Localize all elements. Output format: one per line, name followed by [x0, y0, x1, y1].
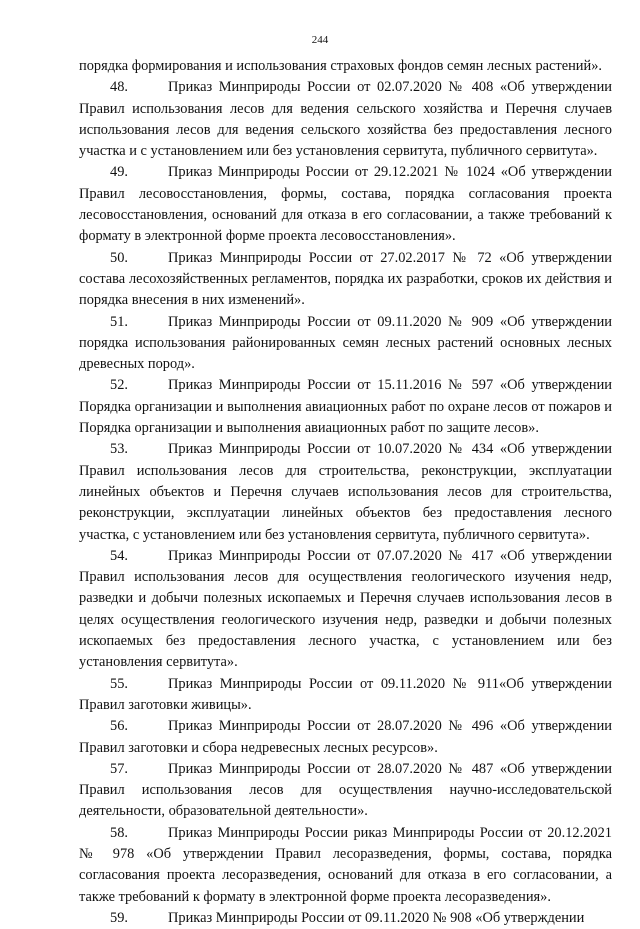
- list-item-text: Приказ Минприроды России от 28.07.2020 № 487 «Об утверждении Правил использования лесов для осуществления научно-исследовательской деятельности, образовательной деятельности».: [79, 760, 612, 820]
- list-item-text: Приказ Минприроды России от 09.11.2020 № 909 «Об утверждении порядка использования районированных семян лесных растений основных лесных древесных пород».: [79, 313, 612, 373]
- list-item-text: Приказ Минприроды России от 27.02.2017 № 72 «Об утверждении состава лесохозяйственных регламентов, порядка их разработки, сроков их действия и порядка внесения в них изменений».: [79, 249, 612, 309]
- list-item-number: 57.: [110, 760, 128, 777]
- list-item: [79, 823, 612, 908]
- continuation-paragraph: порядка формирования и использования страховых фондов семян лесных растений».: [79, 58, 603, 74]
- list-item-number: 58.: [110, 824, 128, 841]
- list-item-text: Приказ Минприроды России от 02.07.2020 № 408 «Об утверждении Правил использования лесов для ведения сельского хозяйства и Перечня случаев использования лесов для ведения сельского хозяйства без предоставления лесного участка и с установлением или без установления сервитута, публичного сервитута».: [79, 79, 612, 160]
- list-item-number: 53.: [110, 441, 128, 458]
- numbered-list: [79, 77, 612, 929]
- list-item-text: Приказ Минприроды России от 07.07.2020 № 417 «Об утверждении Правил использования лесов для осуществления геологического изучения недр, разведки и добычи полезных ископаемых и Перечня случаев использования лесов в целях осуществления геологического изучения недр, разведки и добычи полезных ископаемых без предоставления лесного участка, с установлением или без установления сервитута».: [79, 547, 612, 671]
- list-item-number: 52.: [110, 377, 128, 394]
- list-item-number: 51.: [110, 313, 128, 330]
- list-item-number: 50.: [110, 249, 128, 266]
- list-item: [79, 77, 612, 162]
- list-item: [79, 248, 612, 312]
- list-item-number: 55.: [110, 675, 128, 692]
- list-item-text: Приказ Минприроды России от 28.07.2020 № 496 «Об утверждении Правил заготовки и сбора недревесных лесных ресурсов».: [79, 718, 612, 756]
- list-item: [79, 312, 612, 376]
- list-item: [79, 908, 612, 929]
- list-item-text: Приказ Минприроды России риказ Минприроды России от 20.12.2021 № 978 «Об утверждении Правил лесоразведения, формы, состава, порядка согласования проекта лесоразведения, оснований для отказа в его согласовании, а также требований к формату в электронной форме проекта лесоразведения».: [79, 824, 612, 905]
- list-item-text: Приказ Минприроды России от 29.12.2021 № 1024 «Об утверждении Правил лесовосстановления, формы, состава, порядка согласования проекта лесовосстановления, оснований для отказа в его согласовании, а также требований к формату в электронной форме проекта лесовосстановления».: [79, 164, 612, 245]
- list-item: [79, 674, 612, 717]
- list-item-number: 56.: [110, 718, 128, 735]
- list-item: [79, 439, 612, 545]
- list-item-text: Приказ Минприроды России от 09.11.2020 № 911«Об утверждении Правил заготовки живицы».: [79, 675, 612, 713]
- document-body: [79, 56, 612, 929]
- page-number: 244: [311, 34, 329, 46]
- list-item-text: Приказ Минприроды России от 10.07.2020 № 434 «Об утверждении Правил использования лесов для строительства, реконструкции, эксплуатации линейных объектов и Перечня случаев использования лесов для строительства, реконструкции, эксплуатации линейных объектов без предоставления лесного участка, с установлением или без установления сервитута, публичного сервитута».: [79, 441, 612, 543]
- list-item-number: 54.: [110, 547, 128, 564]
- list-item-number: 59.: [110, 909, 128, 926]
- list-item: [79, 375, 612, 439]
- list-item-number: 48.: [110, 79, 128, 96]
- list-item: [79, 162, 612, 247]
- list-item: [79, 716, 612, 759]
- list-item: [79, 546, 612, 674]
- list-item-text: Приказ Минприроды России от 09.11.2020 № 908 «Об утверждении: [168, 909, 585, 926]
- list-item-text: Приказ Минприроды России от 15.11.2016 № 597 «Об утверждении Порядка организации и выполнения авиационных работ по охране лесов от пожаров и Порядка организации и выполнения авиационных работ по защите лесов».: [79, 377, 612, 437]
- list-item: [79, 759, 612, 823]
- list-item-number: 49.: [110, 164, 128, 181]
